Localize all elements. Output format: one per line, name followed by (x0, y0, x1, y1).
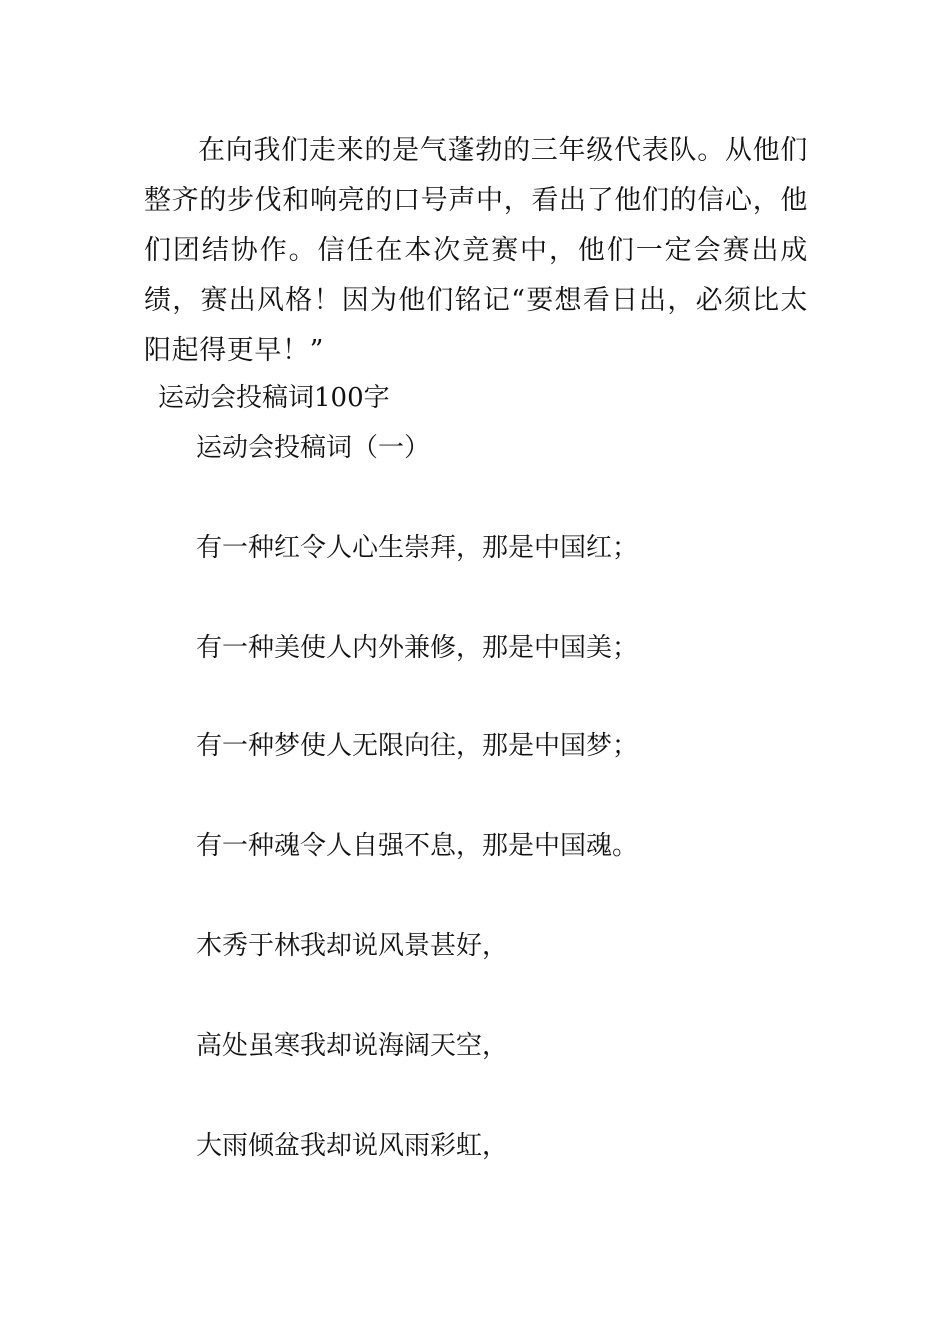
poem-line: 有一种梦使人无限向往，那是中国梦； (196, 731, 639, 761)
poem-line: 有一种美使人内外兼修，那是中国美； (196, 633, 639, 663)
section-subheading: 运动会投稿词（一） (196, 433, 431, 463)
poem-line: 木秀于林我却说风景甚好， (196, 931, 509, 961)
poem-line: 有一种红令人心生崇拜，那是中国红； (196, 533, 639, 563)
poem-line: 高处虽寒我却说海阔天空， (196, 1031, 509, 1061)
poem-line: 有一种魂令人自强不息，那是中国魂。 (196, 831, 639, 861)
poem-line: 大雨倾盆我却说风雨彩虹， (196, 1131, 509, 1161)
section-heading: 运动会投稿词100字 (158, 383, 390, 413)
intro-paragraph: 在向我们走来的是气蓬勃的三年级代表队。从他们整齐的步伐和响亮的口号声中，看出了他们的信心，他们团结协作。信任在本次竞赛中，他们一定会赛出成绩，赛出风格！因为他们铭记“要想看日出，必须比太阳起得更早！” (144, 135, 808, 366)
